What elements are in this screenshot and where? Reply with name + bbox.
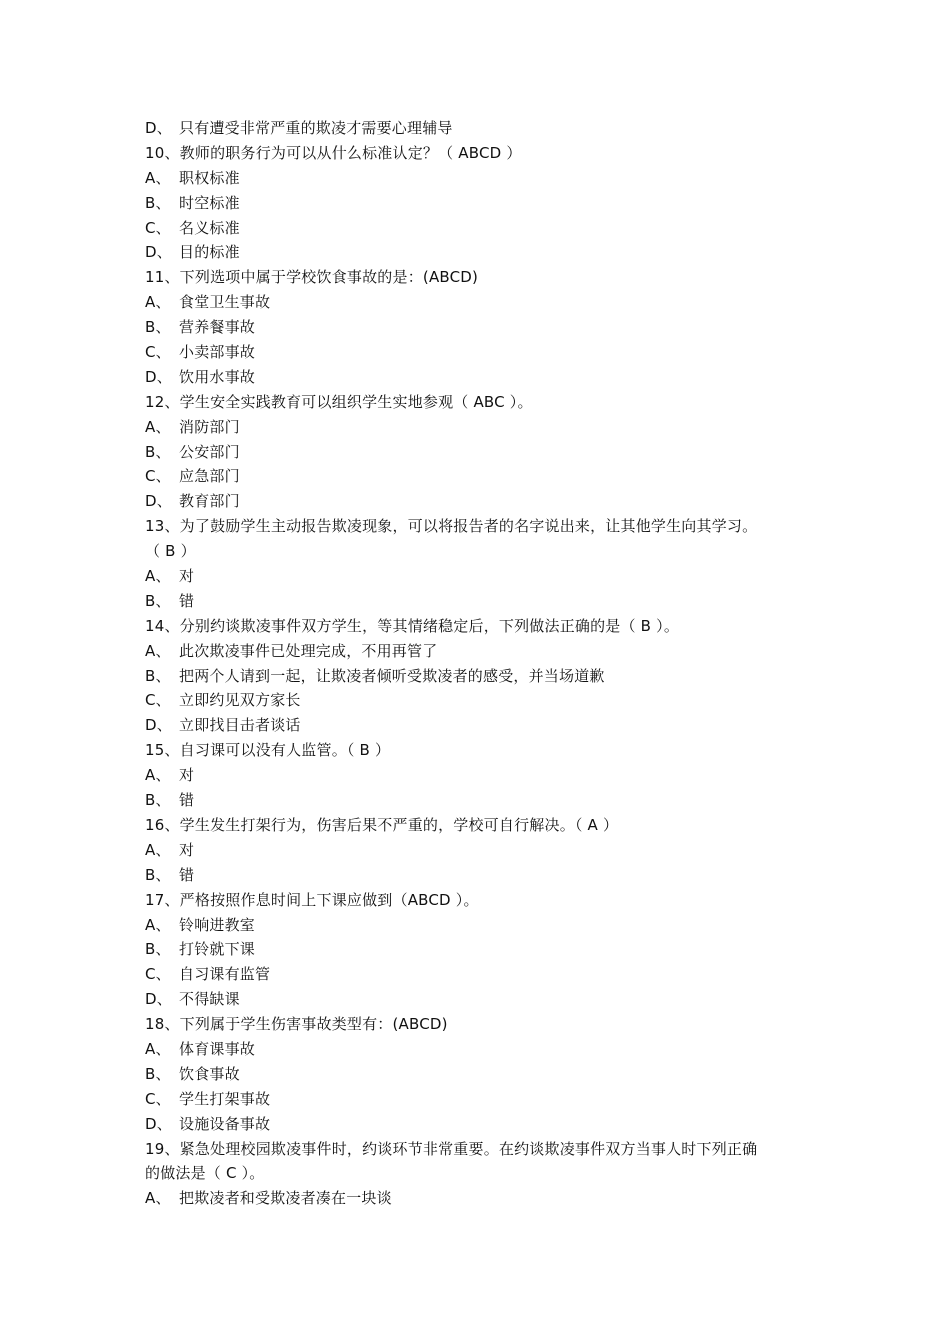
option-text: 对 <box>179 766 195 785</box>
question-line: 11、下列选项中属于学校饮食事故的是：(ABCD) <box>145 268 479 287</box>
option-text: 立即约见双方家长 <box>179 691 301 710</box>
option-line <box>145 315 815 340</box>
option-line <box>145 713 815 738</box>
option-text: 错 <box>179 865 195 884</box>
option-text: 此次欺凌事件已处理完成，不用再管了 <box>179 641 438 660</box>
option-line <box>145 913 815 938</box>
option-letter: C、 <box>145 343 171 362</box>
option-line <box>145 838 815 863</box>
option-letter: C、 <box>145 691 171 710</box>
option-letter: B、 <box>145 791 171 810</box>
option-line <box>145 987 815 1012</box>
option-letter: B、 <box>145 591 171 610</box>
option-text: 公安部门 <box>179 442 240 461</box>
option-text: 时空标准 <box>179 193 240 212</box>
option-line <box>145 763 815 788</box>
option-letter: A、 <box>145 417 171 436</box>
option-text: 错 <box>179 791 195 810</box>
option-text: 职权标准 <box>179 168 240 187</box>
option-text: 对 <box>179 840 195 859</box>
question-line: 13、为了鼓励学生主动报告欺凌现象，可以将报告者的名字说出来，让其他学生向其学习。 <box>145 517 758 536</box>
option-text: 不得缺课 <box>179 990 240 1009</box>
option-line <box>145 489 815 514</box>
option-letter: B、 <box>145 865 171 884</box>
option-line <box>145 1062 815 1087</box>
option-letter: B、 <box>145 318 171 337</box>
option-letter: A、 <box>145 1189 171 1208</box>
option-line <box>145 216 815 241</box>
option-letter: D、 <box>145 243 172 262</box>
option-letter: D、 <box>145 492 172 511</box>
option-line <box>145 639 815 664</box>
option-text: 错 <box>179 591 195 610</box>
option-text: 饮用水事故 <box>179 367 256 386</box>
option-text: 饮食事故 <box>179 1064 240 1083</box>
option-letter: A、 <box>145 1039 171 1058</box>
option-letter: B、 <box>145 666 171 685</box>
option-letter: A、 <box>145 915 171 934</box>
option-line <box>145 191 815 216</box>
option-letter: C、 <box>145 218 171 237</box>
option-line <box>145 688 815 713</box>
option-text: 只有遭受非常严重的欺凌才需要心理辅导 <box>179 119 453 137</box>
option-line <box>145 1186 815 1211</box>
option-line <box>145 365 815 390</box>
question-line: 19、紧急处理校园欺凌事件时，约谈环节非常重要。在约谈欺凌事件双方当事人时下列正确 <box>145 1139 758 1158</box>
option-letter: A、 <box>145 766 171 785</box>
option-line <box>145 116 815 141</box>
option-text: 应急部门 <box>179 467 240 486</box>
option-letter: D、 <box>145 1114 172 1133</box>
option-letter: A、 <box>145 641 171 660</box>
option-letter: B、 <box>145 940 171 959</box>
option-text: 营养餐事故 <box>179 318 256 337</box>
option-letter: A、 <box>145 840 171 859</box>
option-letter: B、 <box>145 193 171 212</box>
option-text: 体育课事故 <box>179 1039 256 1058</box>
option-letter: A、 <box>145 293 171 312</box>
option-line <box>145 664 815 689</box>
question-line: 14、分别约谈欺凌事件双方学生，等其情绪稳定后，下列做法正确的是（ B ）。 <box>145 616 680 635</box>
question-line: 16、学生发生打架行为，伤害后果不严重的，学校可自行解决。（ A ） <box>145 815 619 834</box>
option-letter: C、 <box>145 467 171 486</box>
option-line <box>145 340 815 365</box>
option-line <box>145 464 815 489</box>
option-letter: D、 <box>145 990 172 1009</box>
option-letter: D、 <box>145 119 172 137</box>
option-letter: B、 <box>145 1064 171 1083</box>
option-line <box>145 1112 815 1137</box>
option-text: 教育部门 <box>179 492 240 511</box>
option-line <box>145 415 815 440</box>
option-line <box>145 863 815 888</box>
option-text: 把两个人请到一起，让欺凌者倾听受欺凌者的感受，并当场道歉 <box>179 666 605 685</box>
option-letter: B、 <box>145 442 171 461</box>
option-line <box>145 962 815 987</box>
option-line <box>145 440 815 465</box>
question-line: 12、学生安全实践教育可以组织学生实地参观（ ABC ）。 <box>145 392 533 411</box>
option-line <box>145 240 815 265</box>
question-line-continued: （ B ） <box>145 542 196 561</box>
option-text: 学生打架事故 <box>179 1089 271 1108</box>
option-line <box>145 589 815 614</box>
question-line: 17、严格按照作息时间上下课应做到（ABCD ）。 <box>145 890 479 909</box>
option-text: 自习课有监管 <box>179 965 271 984</box>
option-letter: C、 <box>145 1089 171 1108</box>
option-text: 铃响进教室 <box>179 915 256 934</box>
question-line: 18、下列属于学生伤害事故类型有：(ABCD) <box>145 1015 448 1034</box>
option-letter: C、 <box>145 965 171 984</box>
option-letter: D、 <box>145 367 172 386</box>
option-line <box>145 788 815 813</box>
option-text: 立即找目击者谈话 <box>179 716 301 735</box>
option-text: 打铃就下课 <box>179 940 256 959</box>
option-letter: A、 <box>145 567 171 586</box>
question-line: 15、自习课可以没有人监管。（ B ） <box>145 741 391 760</box>
option-text: 把欺凌者和受欺凌者凑在一块谈 <box>179 1189 392 1208</box>
option-line <box>145 937 815 962</box>
question-list <box>145 116 815 1211</box>
option-line <box>145 564 815 589</box>
option-letter: A、 <box>145 168 171 187</box>
option-text: 消防部门 <box>179 417 240 436</box>
option-text: 设施设备事故 <box>179 1114 271 1133</box>
option-text: 对 <box>179 567 195 586</box>
option-line <box>145 290 815 315</box>
option-letter: D、 <box>145 716 172 735</box>
option-line <box>145 1087 815 1112</box>
option-text: 食堂卫生事故 <box>179 293 271 312</box>
option-text: 小卖部事故 <box>179 343 256 362</box>
question-line-continued: 的做法是（ C ）。 <box>145 1164 265 1183</box>
option-line <box>145 1037 815 1062</box>
question-line: 10、教师的职务行为可以从什么标准认定？（ ABCD ） <box>145 143 522 162</box>
option-line <box>145 166 815 191</box>
option-text: 名义标准 <box>179 218 240 237</box>
option-text: 目的标准 <box>179 243 240 262</box>
